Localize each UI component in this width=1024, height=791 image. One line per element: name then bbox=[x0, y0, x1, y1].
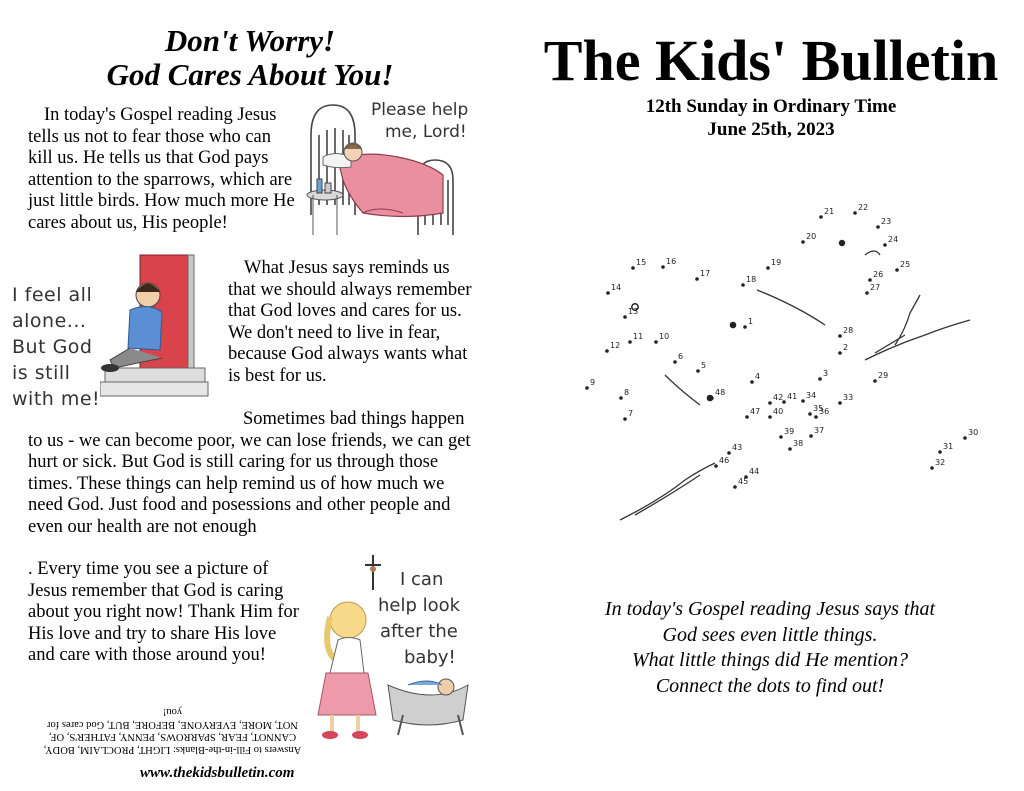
dot-4 bbox=[750, 380, 754, 384]
dot-label-17: 17 bbox=[700, 269, 711, 278]
dot-label-46: 46 bbox=[719, 456, 730, 465]
paragraph-3 bbox=[28, 409, 483, 539]
dot-35 bbox=[808, 412, 812, 416]
dot-label-16: 16 bbox=[666, 257, 677, 266]
lonely-child-illustration bbox=[100, 250, 210, 400]
caption-alone: I feel all alone... But God is still with me! bbox=[12, 284, 101, 410]
dot-label-24: 24 bbox=[888, 235, 899, 244]
dot-label-19: 19 bbox=[771, 258, 782, 267]
question-line-3: What little things did He mention? bbox=[631, 649, 909, 671]
dot-28 bbox=[838, 334, 842, 338]
dot-label-45: 45 bbox=[738, 477, 749, 486]
sunday-label: 12th Sunday in Ordinary Time bbox=[645, 96, 897, 117]
dot-42 bbox=[768, 401, 772, 405]
dot-label-8: 8 bbox=[624, 388, 630, 397]
paragraph-1: In today's Gospel reading Jesus tells us not to fear those who can kill us. He tells us that God pays attention to the sparrows, which are just little birds. How much more He cares about us, His people! bbox=[28, 105, 295, 233]
answers-upside-down: Answers to Fill-in-the-Blanks: LIGHT, PROCLAIM, BODY, CANNOT, FEAR, SPARROWS, PENNY, FATHER'S, OF, NOT, MORE, EVERYONE, BEFORE, BUT, God cares for you! bbox=[43, 706, 302, 755]
website-link[interactable]: www.thekidsbulletin.com bbox=[140, 765, 295, 781]
dot-label-31: 31 bbox=[943, 442, 954, 451]
dot-label-36: 36 bbox=[819, 407, 830, 416]
dot-22 bbox=[853, 211, 857, 215]
dot-label-42: 42 bbox=[773, 393, 784, 402]
dot-34 bbox=[801, 399, 805, 403]
caption-sick-line2: me, Lord! bbox=[385, 122, 467, 142]
dot-label-5: 5 bbox=[701, 361, 707, 370]
dot-label-18: 18 bbox=[746, 275, 757, 284]
caption-baby-line2: help look bbox=[378, 595, 461, 616]
dot-23 bbox=[876, 225, 880, 229]
dot-label-35: 35 bbox=[813, 404, 824, 413]
dot-label-9: 9 bbox=[590, 378, 596, 387]
paragraph-3-text: Sometimes bad things happen to us - we can become poor, we can lose friends, we can get hurt or sick. But God is still caring for us through those times. These things can help remind us of how much we need God. Just food and posessions and other people and even our health are not enough bbox=[28, 409, 471, 537]
puzzle-question bbox=[560, 597, 980, 699]
caption-baby-line1: I can bbox=[400, 569, 444, 590]
dot-38 bbox=[788, 447, 792, 451]
dot-11 bbox=[628, 340, 632, 344]
dot-label-14: 14 bbox=[611, 283, 622, 292]
dot-label-41: 41 bbox=[787, 392, 798, 401]
dot-label-39: 39 bbox=[784, 427, 795, 436]
branch-lines bbox=[620, 251, 970, 520]
dot-29 bbox=[873, 379, 877, 383]
dot-1 bbox=[743, 325, 747, 329]
dot-10 bbox=[654, 340, 658, 344]
dot-label-47: 47 bbox=[750, 407, 761, 416]
dot-label-27: 27 bbox=[870, 283, 881, 292]
dot-label-38: 38 bbox=[793, 439, 804, 448]
dot-47 bbox=[745, 415, 749, 419]
dot-label-11: 11 bbox=[633, 332, 644, 341]
dot-21 bbox=[819, 215, 823, 219]
dot-label-25: 25 bbox=[900, 260, 911, 269]
dot-6 bbox=[673, 360, 677, 364]
connect-the-dots-puzzle bbox=[575, 195, 995, 540]
dot-label-15: 15 bbox=[636, 258, 647, 267]
dot-label-29: 29 bbox=[878, 371, 889, 380]
dot-9 bbox=[585, 386, 589, 390]
dot-13 bbox=[623, 315, 627, 319]
dot-label-1: 1 bbox=[748, 317, 754, 326]
dot-36 bbox=[814, 415, 818, 419]
dot-39 bbox=[779, 435, 783, 439]
caption-baby-line3: after the bbox=[380, 621, 458, 642]
question-line-1: In today's Gospel reading Jesus says that bbox=[604, 598, 936, 620]
dot-24 bbox=[883, 243, 887, 247]
dot-label-10: 10 bbox=[659, 332, 670, 341]
dot-label-32: 32 bbox=[935, 458, 946, 467]
dot-14 bbox=[606, 291, 610, 295]
dot-18 bbox=[741, 283, 745, 287]
dot-label-28: 28 bbox=[843, 326, 854, 335]
dot-label-7: 7 bbox=[628, 409, 634, 418]
paragraph-4: . Every time you see a picture of Jesus remember that God is caring about you right now! Thank Him for His love and try to share His love and care with those around you! bbox=[28, 559, 299, 666]
dot-15 bbox=[631, 266, 635, 270]
question-line-4: Connect the dots to find out! bbox=[655, 674, 885, 697]
dot-label-40: 40 bbox=[773, 407, 784, 416]
caption-sick-line1: Please help bbox=[371, 100, 469, 120]
question-line-2: God sees even little things. bbox=[662, 623, 878, 646]
dot-label-12: 12 bbox=[610, 341, 621, 350]
girl-baby-illustration bbox=[308, 545, 478, 745]
dot-27 bbox=[865, 291, 869, 295]
dot-label-21: 21 bbox=[824, 207, 835, 216]
dot-7 bbox=[623, 417, 627, 421]
dot-label-13: 13 bbox=[628, 307, 639, 316]
dot-45 bbox=[733, 485, 737, 489]
dot-label-3: 3 bbox=[823, 369, 829, 378]
dot-40 bbox=[768, 415, 772, 419]
dot-label-37: 37 bbox=[814, 426, 825, 435]
dot-46 bbox=[714, 464, 718, 468]
dot-2 bbox=[838, 351, 842, 355]
dot-label-2: 2 bbox=[843, 343, 849, 352]
dot-19 bbox=[766, 266, 770, 270]
bulletin-subtitle bbox=[530, 95, 1012, 141]
dot-label-4: 4 bbox=[755, 372, 761, 381]
dot-label-22: 22 bbox=[858, 203, 869, 212]
dot-26 bbox=[868, 278, 872, 282]
bulletin-title: The Kids' Bulletin bbox=[543, 28, 999, 93]
dot-label-30: 30 bbox=[968, 428, 979, 437]
dot-25 bbox=[895, 268, 899, 272]
dot-43 bbox=[727, 451, 731, 455]
dot-label-26: 26 bbox=[873, 270, 884, 279]
dot-48 bbox=[710, 396, 714, 400]
dot-label-33: 33 bbox=[843, 393, 854, 402]
dot-12 bbox=[605, 349, 609, 353]
dot-label-6: 6 bbox=[678, 352, 684, 361]
dot-17 bbox=[695, 277, 699, 281]
title-line-2: God Cares About You! bbox=[106, 57, 394, 92]
dot-label-44: 44 bbox=[749, 467, 760, 476]
dot-label-34: 34 bbox=[806, 391, 817, 400]
dot-5 bbox=[696, 369, 700, 373]
article-title bbox=[40, 24, 460, 92]
dot-label-43: 43 bbox=[732, 443, 743, 452]
dot-37 bbox=[809, 434, 813, 438]
dot-30 bbox=[963, 436, 967, 440]
dot-32 bbox=[930, 466, 934, 470]
caption-baby-line4: baby! bbox=[404, 647, 456, 668]
dot-label-48: 48 bbox=[715, 388, 726, 397]
dot-16 bbox=[661, 265, 665, 269]
dot-8 bbox=[619, 396, 623, 400]
dot-31 bbox=[938, 450, 942, 454]
paragraph-2: What Jesus says reminds us that we should always remember that God loves and cares for us. We don't need to live in fear, because God always wants what is best for us. bbox=[228, 258, 472, 386]
dot-label-20: 20 bbox=[806, 232, 817, 241]
sick-child-illustration bbox=[303, 95, 473, 245]
dot-33 bbox=[838, 401, 842, 405]
date-label: June 25th, 2023 bbox=[707, 119, 835, 140]
dot-3 bbox=[818, 377, 822, 381]
dot-20 bbox=[801, 240, 805, 244]
title-line-1: Don't Worry! bbox=[164, 23, 336, 58]
dot-label-23: 23 bbox=[881, 217, 892, 226]
